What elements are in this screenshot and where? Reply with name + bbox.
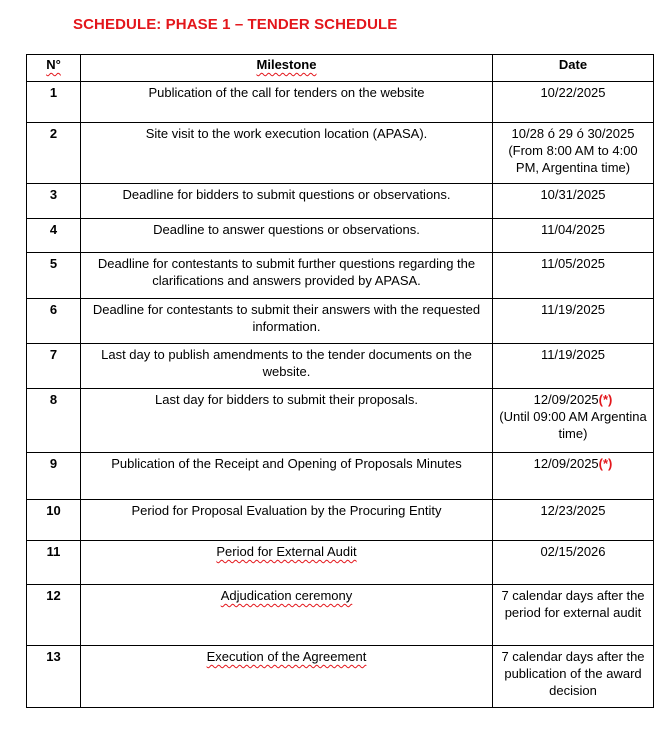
header-milestone: Milestone <box>81 55 493 82</box>
row-number: 1 <box>27 82 81 123</box>
row-date: 02/15/2026 <box>493 541 654 585</box>
table-row <box>27 299 654 344</box>
table-row <box>27 184 654 219</box>
table-row <box>27 541 654 585</box>
row-number: 8 <box>27 389 81 453</box>
row-date: 10/22/2025 <box>493 82 654 123</box>
row-milestone: Adjudication ceremony <box>81 585 493 646</box>
table-row <box>27 344 654 389</box>
row-number: 5 <box>27 253 81 299</box>
table-row <box>27 646 654 708</box>
row-date: 7 calendar days after the publication of the award decision <box>493 646 654 708</box>
row-milestone: Last day for bidders to submit their proposals. <box>81 389 493 453</box>
table-row <box>27 123 654 184</box>
row-date: 11/19/2025 <box>493 344 654 389</box>
row-number: 2 <box>27 123 81 184</box>
row-number: 11 <box>27 541 81 585</box>
table-header-row <box>27 55 654 82</box>
row-milestone: Last day to publish amendments to the tender documents on the website. <box>81 344 493 389</box>
row-milestone: Execution of the Agreement <box>81 646 493 708</box>
row-number: 9 <box>27 453 81 500</box>
row-date-value: 12/09/2025 <box>533 456 599 471</box>
header-number: N° <box>27 55 81 82</box>
row-date: 11/04/2025 <box>493 219 654 253</box>
row-number: 7 <box>27 344 81 389</box>
table-row <box>27 253 654 299</box>
row-date: 11/19/2025 <box>493 299 654 344</box>
header-date: Date <box>493 55 654 82</box>
row-number: 3 <box>27 184 81 219</box>
row-date-note: (From 8:00 AM to 4:00 PM, Argentina time) <box>508 143 638 175</box>
document-title: SCHEDULE: PHASE 1 – TENDER SCHEDULE <box>73 16 398 33</box>
row-milestone: Period for External Audit <box>81 541 493 585</box>
row-milestone: Deadline for contestants to submit their answers with the requested information. <box>81 299 493 344</box>
row-milestone: Publication of the Receipt and Opening of Proposals Minutes <box>81 453 493 500</box>
row-date: 7 calendar days after the period for external audit <box>493 585 654 646</box>
table-row <box>27 82 654 123</box>
tender-schedule-table <box>26 54 654 708</box>
row-number: 4 <box>27 219 81 253</box>
row-milestone: Site visit to the work execution location (APASA). <box>81 123 493 184</box>
row-date: 10/31/2025 <box>493 184 654 219</box>
table-row <box>27 453 654 500</box>
table-row <box>27 389 654 453</box>
row-milestone: Deadline for bidders to submit questions or observations. <box>81 184 493 219</box>
row-milestone: Publication of the call for tenders on the website <box>81 82 493 123</box>
table-row <box>27 585 654 646</box>
row-date-value: 12/09/2025 <box>533 392 599 407</box>
table-row <box>27 219 654 253</box>
row-date-mark: (*) <box>598 456 613 471</box>
row-date: 11/05/2025 <box>493 253 654 299</box>
row-milestone: Deadline for contestants to submit further questions regarding the clarifications and answers provided by APASA. <box>81 253 493 299</box>
row-date: 12/23/2025 <box>493 500 654 541</box>
row-number: 12 <box>27 585 81 646</box>
row-milestone: Period for Proposal Evaluation by the Procuring Entity <box>81 500 493 541</box>
row-milestone: Deadline to answer questions or observations. <box>81 219 493 253</box>
row-date <box>493 453 654 500</box>
row-number: 6 <box>27 299 81 344</box>
row-date-value: 10/28 ó 29 ó 30/2025 <box>511 126 635 141</box>
row-date-note: (Until 09:00 AM Argentina time) <box>499 409 647 441</box>
table-row <box>27 500 654 541</box>
row-number: 10 <box>27 500 81 541</box>
row-date-mark: (*) <box>598 392 613 407</box>
row-date <box>493 123 654 184</box>
row-date <box>493 389 654 453</box>
row-number: 13 <box>27 646 81 708</box>
